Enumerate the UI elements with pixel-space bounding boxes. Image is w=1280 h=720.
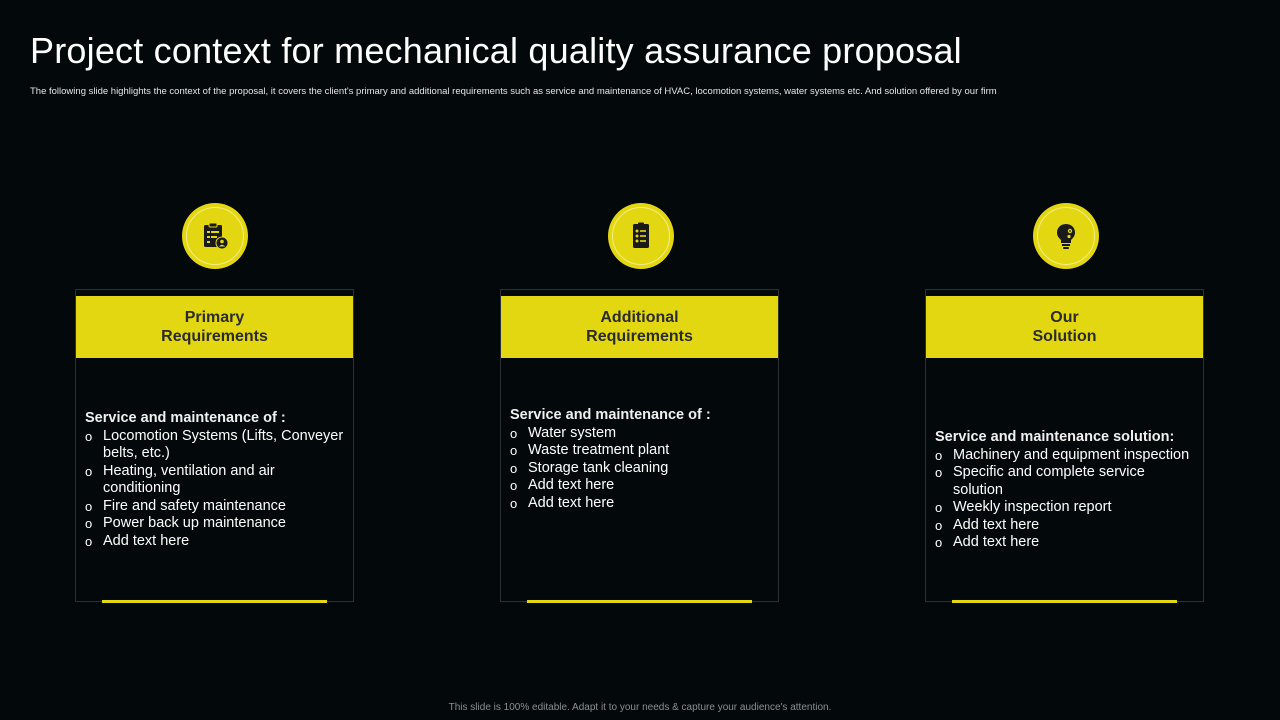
list-item: o Add text here [935, 517, 1195, 535]
card-accent-line [527, 600, 752, 603]
list-item: o Weekly inspection report [935, 499, 1195, 517]
list-item: o Add text here [935, 534, 1195, 552]
slide-subtitle: The following slide highlights the context of the proposal, it covers the client's primary and additional requirements such as service and maintenance of HVAC, locomotion systems, water systems etc. And solution offered by our firm [30, 86, 997, 97]
card-list [935, 447, 1195, 552]
list-item: o Locomotion Systems (Lifts, Conveyer belts, etc.) [85, 428, 345, 463]
card-additional-requirements [500, 289, 779, 602]
list-item: o Heating, ventilation and air conditioning [85, 463, 345, 498]
card-header: Additional Requirements [501, 296, 778, 358]
card-accent-line [952, 600, 1177, 603]
card-accent-line [102, 600, 327, 603]
card-body-heading: Service and maintenance of : [510, 407, 711, 423]
card-primary-requirements [75, 289, 354, 602]
list-item: o Fire and safety maintenance [85, 498, 345, 516]
checklist-icon [608, 203, 674, 269]
card-list [510, 425, 770, 513]
card-body [85, 410, 345, 550]
card-list [85, 428, 345, 551]
card-our-solution [925, 289, 1204, 602]
lightbulb-gear-icon [1033, 203, 1099, 269]
card-body [935, 429, 1195, 552]
list-item: o Add text here [510, 477, 770, 495]
card-header: Our Solution [926, 296, 1203, 358]
list-item: o Add text here [510, 495, 770, 513]
card-body-heading: Service and maintenance of : [85, 410, 286, 426]
list-item: o Power back up maintenance [85, 515, 345, 533]
card-body [510, 407, 770, 512]
card-body-heading: Service and maintenance solution: [935, 429, 1175, 445]
list-item: o Waste treatment plant [510, 442, 770, 460]
list-item: o Machinery and equipment inspection [935, 447, 1195, 465]
list-item: o Specific and complete service solution [935, 464, 1195, 499]
slide-title: Project context for mechanical quality assurance proposal [30, 30, 962, 71]
list-item: o Water system [510, 425, 770, 443]
clipboard-user-icon [182, 203, 248, 269]
slide-footer: This slide is 100% editable. Adapt it to your needs & capture your audience's attention. [448, 702, 832, 713]
list-item: o Add text here [85, 533, 345, 551]
card-header: Primary Requirements [76, 296, 353, 358]
list-item: o Storage tank cleaning [510, 460, 770, 478]
